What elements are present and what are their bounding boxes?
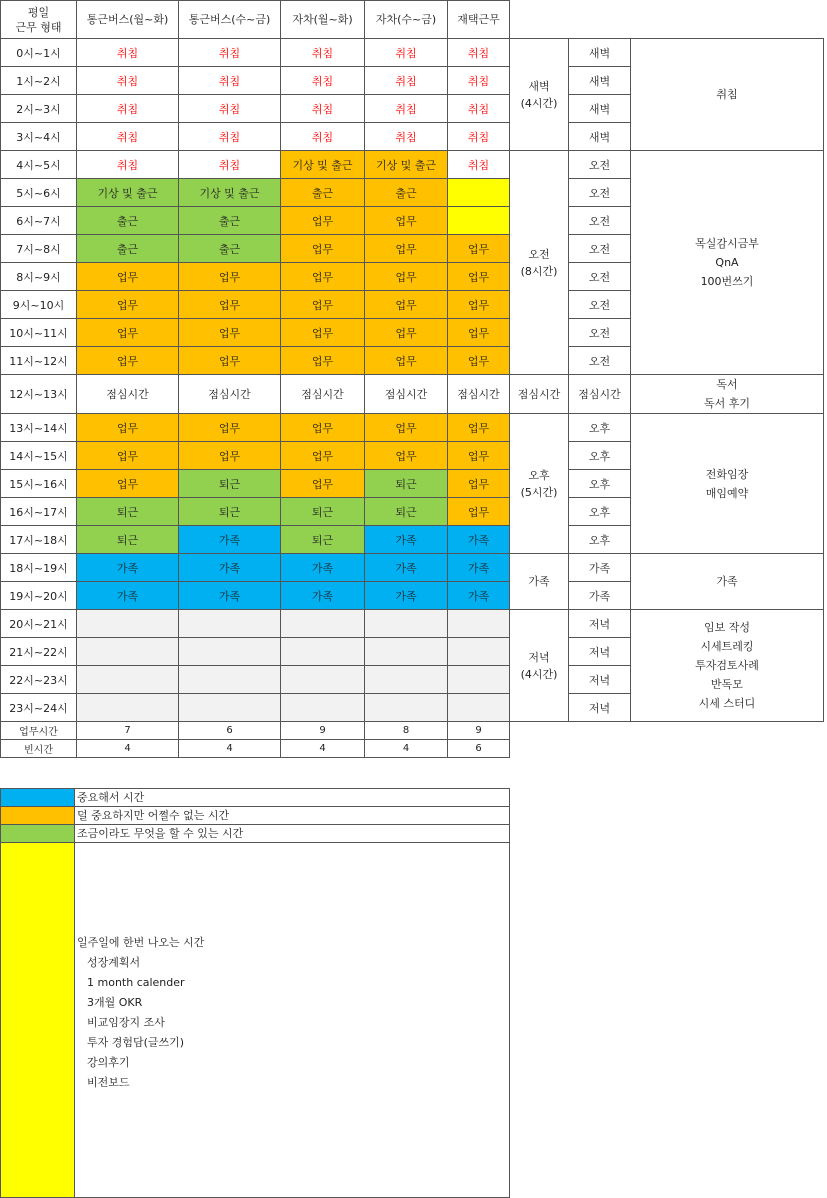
schedule-cell: 업무 <box>281 347 365 375</box>
weekly-item: 1 month calender <box>87 976 185 989</box>
schedule-cell: 취침 <box>281 39 365 67</box>
schedule-cell <box>179 610 281 638</box>
time-slot-label: 9시~10시 <box>1 291 77 319</box>
schedule-cell: 취침 <box>365 39 448 67</box>
activity-note: 매임예약 <box>705 486 749 500</box>
time-slot-label: 21시~22시 <box>1 638 77 666</box>
period-name: 가족 <box>528 575 550 588</box>
weekly-item: 성장계획서 <box>87 956 141 969</box>
schedule-cell: 업무 <box>179 347 281 375</box>
schedule-cell <box>77 694 179 722</box>
schedule-cell: 취침 <box>281 123 365 151</box>
totals-value: 4 <box>365 740 448 758</box>
period-slot-label: 저녁 <box>569 694 631 722</box>
schedule-cell: 취침 <box>77 39 179 67</box>
period-slot-label: 오전 <box>569 291 631 319</box>
schedule-cell: 기상 및 출근 <box>281 151 365 179</box>
period-activity-note <box>631 610 824 722</box>
time-slot-label: 22시~23시 <box>1 666 77 694</box>
activity-note: 목실감시금부 <box>695 237 759 250</box>
column-header: 통근버스(수~금) <box>179 1 281 39</box>
schedule-cell: 퇴근 <box>281 526 365 554</box>
period-slot-label: 오전 <box>569 263 631 291</box>
schedule-cell: 퇴근 <box>77 526 179 554</box>
totals-blank <box>510 740 824 758</box>
legend-swatch-blue <box>1 789 75 807</box>
schedule-cell: 업무 <box>77 442 179 470</box>
time-slot-label: 10시~11시 <box>1 319 77 347</box>
period-group-family <box>510 554 569 610</box>
totals-label: 빈시간 <box>1 740 77 758</box>
activity-note: 전화임장 <box>705 467 749 481</box>
schedule-cell: 취침 <box>365 123 448 151</box>
schedule-cell: 취침 <box>448 123 510 151</box>
time-slot-label: 0시~1시 <box>1 39 77 67</box>
schedule-cell: 가족 <box>365 526 448 554</box>
totals-value: 6 <box>448 740 510 758</box>
schedule-cell: 취침 <box>179 95 281 123</box>
period-activity-note <box>631 39 824 151</box>
schedule-cell: 업무 <box>448 263 510 291</box>
schedule-cell <box>365 610 448 638</box>
schedule-cell: 업무 <box>448 498 510 526</box>
schedule-cell: 업무 <box>77 263 179 291</box>
time-slot-label: 20시~21시 <box>1 610 77 638</box>
schedule-cell: 업무 <box>448 319 510 347</box>
schedule-cell: 업무 <box>365 319 448 347</box>
weekly-item: 투자 경험담(글쓰기) <box>87 1036 185 1049</box>
time-slot-label: 13시~14시 <box>1 414 77 442</box>
time-slot-label: 19시~20시 <box>1 582 77 610</box>
schedule-cell: 취침 <box>448 95 510 123</box>
activity-note: QnA <box>715 256 739 269</box>
header-line-1: 평일 <box>27 5 50 19</box>
period-slot-label: 오전 <box>569 319 631 347</box>
activity-note: 100번쓰기 <box>700 275 754 288</box>
activity-note: 시세트레킹 <box>700 640 754 653</box>
schedule-cell: 업무 <box>179 414 281 442</box>
schedule-cell <box>448 610 510 638</box>
period-slot-label: 저녁 <box>569 638 631 666</box>
period-slot-label: 새벽 <box>569 67 631 95</box>
period-group-evening <box>510 610 569 722</box>
time-slot-label: 11시~12시 <box>1 347 77 375</box>
schedule-cell <box>179 666 281 694</box>
time-slot-label: 18시~19시 <box>1 554 77 582</box>
schedule-row <box>1 610 824 638</box>
period-slot-label: 가족 <box>569 554 631 582</box>
color-legend <box>0 788 510 1198</box>
legend-swatch-green <box>1 825 75 843</box>
schedule-cell: 업무 <box>365 235 448 263</box>
schedule-cell: 업무 <box>448 414 510 442</box>
period-slot-label: 오전 <box>569 151 631 179</box>
schedule-cell: 업무 <box>281 414 365 442</box>
time-slot-label: 2시~3시 <box>1 95 77 123</box>
schedule-cell: 출근 <box>77 207 179 235</box>
time-slot-label: 6시~7시 <box>1 207 77 235</box>
schedule-cell: 퇴근 <box>365 470 448 498</box>
totals-value: 9 <box>448 722 510 740</box>
schedule-cell: 업무 <box>365 291 448 319</box>
schedule-cell: 취침 <box>77 123 179 151</box>
schedule-cell <box>448 207 510 235</box>
legend-label-green: 조금이라도 무엇을 할 수 있는 시간 <box>75 825 510 843</box>
schedule-cell: 가족 <box>365 582 448 610</box>
schedule-cell: 가족 <box>179 554 281 582</box>
schedule-cell: 취침 <box>77 95 179 123</box>
schedule-cell: 취침 <box>281 95 365 123</box>
activity-note: 독서 후기 <box>703 397 750 410</box>
schedule-row <box>1 39 824 67</box>
activity-note: 시세 스터디 <box>698 697 756 710</box>
period-name: 점심시간 <box>517 387 561 401</box>
schedule-cell: 취침 <box>77 67 179 95</box>
period-hours: (4시간) <box>520 96 558 110</box>
schedule-cell: 가족 <box>77 554 179 582</box>
schedule-cell <box>77 610 179 638</box>
totals-value: 7 <box>77 722 179 740</box>
schedule-cell <box>77 666 179 694</box>
schedule-cell <box>448 638 510 666</box>
period-slot-label: 새벽 <box>569 123 631 151</box>
time-slot-label: 5시~6시 <box>1 179 77 207</box>
legend-label-orange: 덜 중요하지만 어쩔수 없는 시간 <box>75 807 510 825</box>
legend-swatch-yellow <box>1 843 75 1198</box>
time-slot-label: 1시~2시 <box>1 67 77 95</box>
schedule-cell: 퇴근 <box>179 470 281 498</box>
period-slot-label: 새벽 <box>569 95 631 123</box>
schedule-cell: 취침 <box>448 39 510 67</box>
period-hours: (4시간) <box>520 667 558 681</box>
period-slot-label: 가족 <box>569 582 631 610</box>
schedule-cell <box>448 694 510 722</box>
period-slot-label: 오후 <box>569 470 631 498</box>
schedule-cell <box>281 638 365 666</box>
schedule-cell: 업무 <box>281 207 365 235</box>
activity-note: 가족 <box>716 575 738 588</box>
period-slot-label: 오후 <box>569 414 631 442</box>
schedule-cell: 업무 <box>365 347 448 375</box>
schedule-cell: 업무 <box>77 347 179 375</box>
schedule-cell: 업무 <box>281 263 365 291</box>
schedule-cell <box>179 694 281 722</box>
schedule-cell: 가족 <box>448 582 510 610</box>
schedule-cell: 기상 및 출근 <box>365 151 448 179</box>
period-group-afternoon <box>510 414 569 554</box>
schedule-cell: 취침 <box>448 151 510 179</box>
schedule-cell: 업무 <box>448 347 510 375</box>
period-activity-note <box>631 375 824 414</box>
totals-value: 8 <box>365 722 448 740</box>
schedule-cell: 출근 <box>77 235 179 263</box>
column-header: 통근버스(월~화) <box>77 1 179 39</box>
schedule-cell: 점심시간 <box>365 375 448 414</box>
schedule-cell: 취침 <box>179 151 281 179</box>
period-slot-label: 저녁 <box>569 666 631 694</box>
period-hours: (5시간) <box>520 485 558 499</box>
schedule-cell: 업무 <box>281 319 365 347</box>
schedule-cell: 퇴근 <box>77 498 179 526</box>
schedule-cell: 가족 <box>179 582 281 610</box>
schedule-cell: 출근 <box>281 179 365 207</box>
schedule-cell: 업무 <box>77 319 179 347</box>
schedule-cell: 점심시간 <box>77 375 179 414</box>
period-group-dawn <box>510 39 569 151</box>
schedule-cell: 업무 <box>365 263 448 291</box>
totals-blank <box>510 722 824 740</box>
time-slot-label: 15시~16시 <box>1 470 77 498</box>
schedule-cell: 가족 <box>281 554 365 582</box>
time-slot-label: 8시~9시 <box>1 263 77 291</box>
schedule-cell: 업무 <box>365 207 448 235</box>
schedule-cell: 취침 <box>281 67 365 95</box>
schedule-cell: 업무 <box>281 291 365 319</box>
activity-note: 취침 <box>716 88 738 101</box>
schedule-cell: 퇴근 <box>281 498 365 526</box>
time-slot-label: 23시~24시 <box>1 694 77 722</box>
activity-note: 투자검토사례 <box>695 659 759 672</box>
schedule-cell <box>179 638 281 666</box>
schedule-cell: 업무 <box>281 235 365 263</box>
period-slot-label: 오후 <box>569 526 631 554</box>
schedule-cell <box>281 694 365 722</box>
schedule-cell: 취침 <box>448 67 510 95</box>
totals-value: 4 <box>77 740 179 758</box>
schedule-row <box>1 414 824 442</box>
activity-note: 반독모 <box>711 678 743 691</box>
column-header: 재택근무 <box>448 1 510 39</box>
schedule-cell: 퇴근 <box>179 498 281 526</box>
schedule-cell: 업무 <box>448 235 510 263</box>
totals-value: 4 <box>281 740 365 758</box>
totals-value: 6 <box>179 722 281 740</box>
column-header: 자차(월~화) <box>281 1 365 39</box>
schedule-cell: 취침 <box>77 151 179 179</box>
period-name: 새벽 <box>528 79 550 93</box>
schedule-row <box>1 554 824 582</box>
period-slot-label: 오전 <box>569 179 631 207</box>
schedule-cell: 업무 <box>77 470 179 498</box>
period-slot-label: 오후 <box>569 498 631 526</box>
schedule-cell: 업무 <box>77 414 179 442</box>
weekly-item: 비교임장지 조사 <box>87 1016 165 1029</box>
schedule-cell <box>281 610 365 638</box>
schedule-cell: 출근 <box>365 179 448 207</box>
period-slot-label: 오전 <box>569 347 631 375</box>
period-slot-label: 점심시간 <box>569 375 631 414</box>
period-activity-note <box>631 554 824 610</box>
legend-yellow-block <box>75 843 510 1198</box>
schedule-cell <box>448 179 510 207</box>
schedule-cell: 업무 <box>77 291 179 319</box>
schedule-row <box>1 151 824 179</box>
time-slot-label: 4시~5시 <box>1 151 77 179</box>
time-slot-label: 7시~8시 <box>1 235 77 263</box>
header-line-2: 근무 형태 <box>15 20 62 34</box>
schedule-row <box>1 375 824 414</box>
schedule-cell: 출근 <box>179 235 281 263</box>
schedule-cell: 퇴근 <box>365 498 448 526</box>
schedule-cell: 업무 <box>365 414 448 442</box>
schedule-cell: 가족 <box>179 526 281 554</box>
schedule-cell: 업무 <box>448 291 510 319</box>
schedule-cell: 취침 <box>179 123 281 151</box>
time-slot-label: 3시~4시 <box>1 123 77 151</box>
period-slot-label: 오후 <box>569 442 631 470</box>
schedule-cell <box>365 694 448 722</box>
schedule-cell: 업무 <box>448 442 510 470</box>
schedule-cell: 가족 <box>448 554 510 582</box>
schedule-cell <box>77 638 179 666</box>
period-activity-note <box>631 414 824 554</box>
weekly-item: 비전보드 <box>87 1076 130 1089</box>
schedule-cell: 가족 <box>281 582 365 610</box>
row-header-label <box>1 1 77 39</box>
legend-label-blue: 중요해서 시간 <box>75 789 510 807</box>
activity-note: 임보 작성 <box>703 621 750 634</box>
schedule-cell: 가족 <box>448 526 510 554</box>
schedule-cell: 업무 <box>179 291 281 319</box>
activity-note: 독서 <box>716 378 738 391</box>
schedule-cell: 업무 <box>365 442 448 470</box>
schedule-cell <box>281 666 365 694</box>
time-slot-label: 16시~17시 <box>1 498 77 526</box>
period-slot-label: 새벽 <box>569 39 631 67</box>
period-hours: (8시간) <box>520 264 558 278</box>
schedule-cell: 업무 <box>179 319 281 347</box>
legend-label-yellow: 일주일에 한번 나오는 시간 <box>77 936 205 949</box>
totals-value: 4 <box>179 740 281 758</box>
period-group-lunch <box>510 375 569 414</box>
schedule-cell: 출근 <box>179 207 281 235</box>
schedule-cell <box>365 666 448 694</box>
period-slot-label: 저녁 <box>569 610 631 638</box>
schedule-cell: 취침 <box>179 67 281 95</box>
time-slot-label: 12시~13시 <box>1 375 77 414</box>
period-name: 오후 <box>528 468 550 482</box>
schedule-cell: 업무 <box>448 470 510 498</box>
period-slot-label: 오전 <box>569 207 631 235</box>
schedule-cell <box>365 638 448 666</box>
weekly-item: 강의후기 <box>87 1056 130 1069</box>
schedule-cell: 점심시간 <box>448 375 510 414</box>
schedule-cell: 취침 <box>365 95 448 123</box>
time-slot-label: 17시~18시 <box>1 526 77 554</box>
column-header: 자차(수~금) <box>365 1 448 39</box>
weekly-item: 3개월 OKR <box>87 996 143 1009</box>
time-slot-label: 14시~15시 <box>1 442 77 470</box>
schedule-cell: 업무 <box>281 442 365 470</box>
totals-value: 9 <box>281 722 365 740</box>
schedule-cell: 업무 <box>281 470 365 498</box>
schedule-cell <box>448 666 510 694</box>
schedule-cell: 기상 및 출근 <box>77 179 179 207</box>
schedule-cell: 가족 <box>77 582 179 610</box>
schedule-cell: 취침 <box>365 67 448 95</box>
period-activity-note <box>631 151 824 375</box>
header-blank <box>510 1 824 39</box>
schedule-cell: 취침 <box>179 39 281 67</box>
legend-swatch-orange <box>1 807 75 825</box>
period-slot-label: 오전 <box>569 235 631 263</box>
period-name: 저녁 <box>528 650 550 664</box>
schedule-cell: 점심시간 <box>281 375 365 414</box>
schedule-cell: 기상 및 출근 <box>179 179 281 207</box>
schedule-cell: 업무 <box>179 263 281 291</box>
period-group-morning <box>510 151 569 375</box>
totals-label: 업무시간 <box>1 722 77 740</box>
schedule-cell: 업무 <box>179 442 281 470</box>
period-name: 오전 <box>528 247 550 261</box>
schedule-cell: 가족 <box>365 554 448 582</box>
schedule-cell: 점심시간 <box>179 375 281 414</box>
